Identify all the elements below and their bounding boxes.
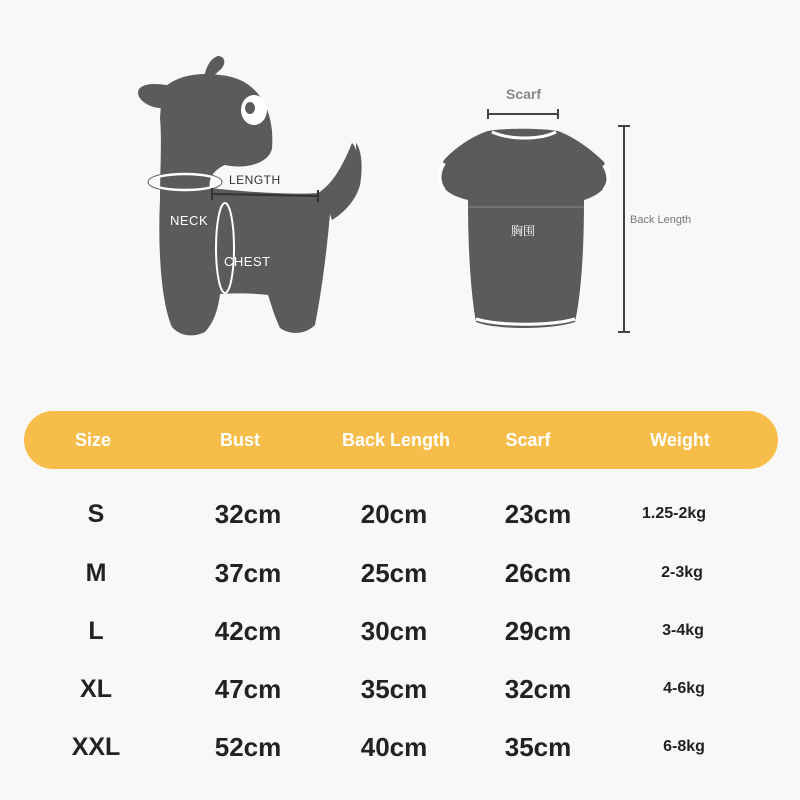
cell-size: XL bbox=[80, 675, 112, 703]
size-diagram bbox=[0, 0, 800, 380]
size-table-header bbox=[24, 411, 778, 469]
chest-cn-label: 胸围 bbox=[511, 224, 536, 238]
cell-weight: 4-6kg bbox=[663, 680, 705, 697]
cell-size: L bbox=[88, 617, 104, 645]
diagram-graphics bbox=[0, 0, 800, 380]
cell-back-length: 30cm bbox=[360, 616, 428, 646]
back-length-label: Back Length bbox=[630, 214, 692, 226]
neck-label: NECK bbox=[170, 213, 209, 228]
cell-size: XXL bbox=[71, 733, 121, 761]
cell-back-length: 35cm bbox=[360, 674, 428, 704]
cell-size: S bbox=[87, 500, 105, 528]
table-row bbox=[0, 611, 800, 651]
header-weight: Weight bbox=[650, 430, 710, 450]
cell-scarf: 26cm bbox=[504, 558, 572, 588]
cell-bust: 37cm bbox=[214, 558, 282, 588]
chest-label: CHEST bbox=[224, 254, 271, 269]
length-label: LENGTH bbox=[229, 173, 281, 187]
cell-bust: 42cm bbox=[214, 616, 282, 646]
cell-weight: 2-3kg bbox=[661, 564, 703, 581]
header-scarf: Scarf bbox=[505, 430, 551, 450]
cell-scarf: 32cm bbox=[504, 674, 572, 704]
cell-bust: 47cm bbox=[214, 674, 282, 704]
table-row bbox=[0, 669, 800, 709]
cell-size: M bbox=[85, 559, 107, 587]
cell-weight: 1.25-2kg bbox=[641, 505, 707, 522]
header-bust: Bust bbox=[220, 430, 260, 450]
cell-weight: 6-8kg bbox=[663, 738, 705, 755]
cell-weight: 3-4kg bbox=[662, 622, 704, 639]
header-back-length: Back Length bbox=[341, 430, 451, 450]
cell-scarf: 23cm bbox=[504, 499, 572, 529]
table-row bbox=[0, 494, 800, 534]
cell-scarf: 35cm bbox=[504, 732, 572, 762]
table-row bbox=[0, 553, 800, 593]
table-row bbox=[0, 727, 800, 767]
cell-back-length: 25cm bbox=[360, 558, 428, 588]
scarf-label: Scarf bbox=[506, 86, 542, 102]
header-size: Size bbox=[74, 430, 112, 450]
cell-bust: 32cm bbox=[214, 499, 282, 529]
cell-back-length: 20cm bbox=[360, 499, 428, 529]
cell-back-length: 40cm bbox=[360, 732, 428, 762]
cell-bust: 52cm bbox=[214, 732, 282, 762]
cell-scarf: 29cm bbox=[504, 616, 572, 646]
